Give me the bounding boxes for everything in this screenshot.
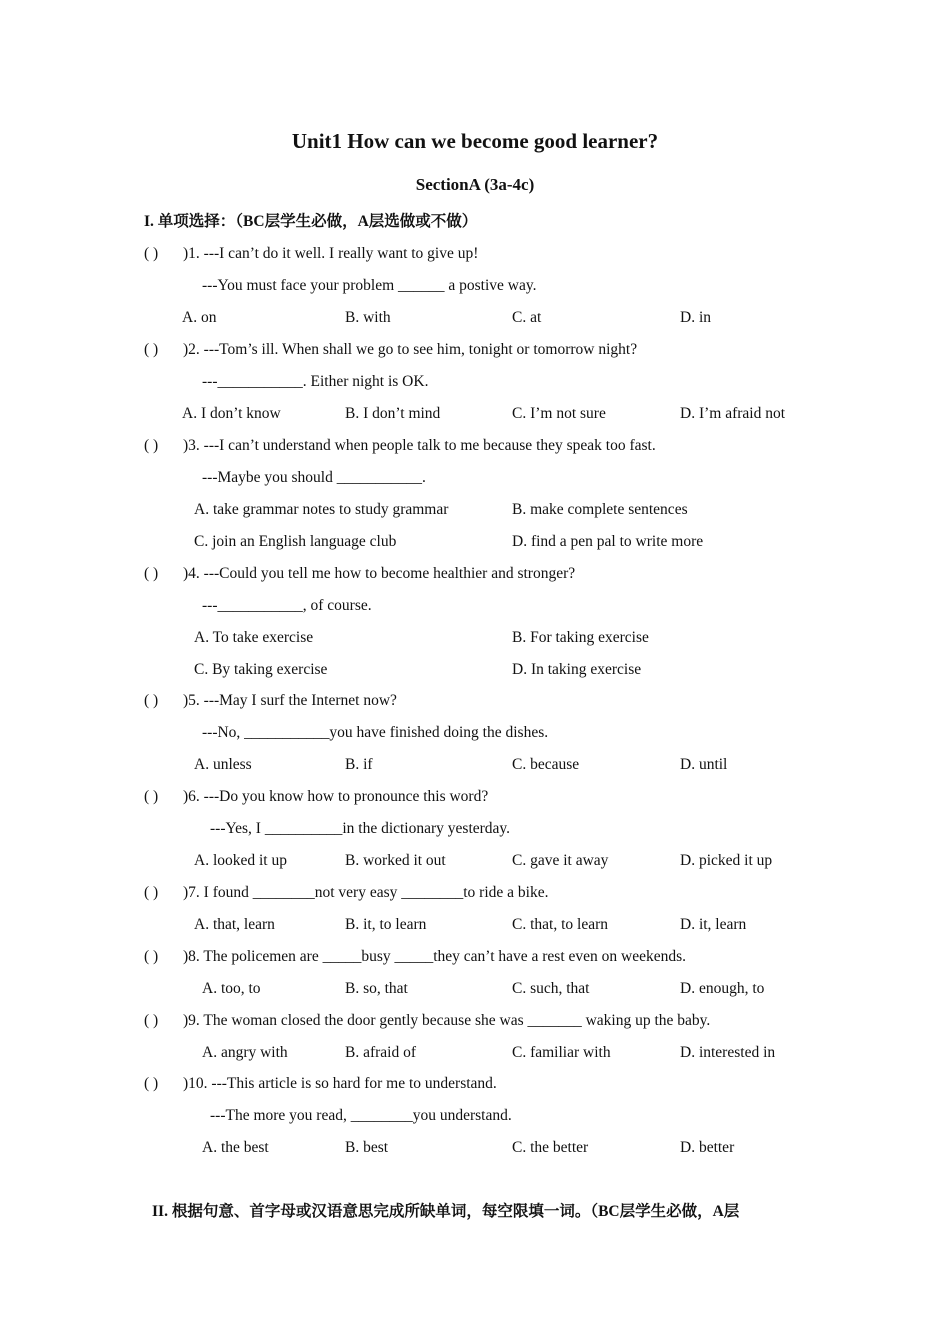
answer-blank[interactable]: ( ) (144, 245, 159, 262)
option-d: D. until (680, 756, 728, 773)
option-d: D. picked it up (680, 852, 773, 869)
option-c: C. By taking exercise (194, 661, 328, 678)
question-response: ---Yes, I __________in the dictionary yesterday. (210, 820, 511, 837)
option-b: B. make complete sentences (512, 501, 688, 518)
option-d: D. better (680, 1139, 735, 1156)
option-c: C. that, to learn (512, 916, 608, 933)
option-a: A. take grammar notes to study grammar (194, 501, 449, 518)
option-c: C. at (512, 309, 542, 326)
option-c: C. because (512, 756, 580, 773)
option-d: D. it, learn (680, 916, 747, 933)
question-stem: )7. I found ________not very easy ________to ride a bike. (183, 884, 549, 901)
question-response: ---Maybe you should ___________. (202, 469, 426, 486)
option-a: A. unless (194, 756, 252, 773)
option-b: B. I don’t mind (345, 405, 441, 422)
page-title: Unit1 How can we become good learner? (291, 129, 659, 153)
option-a: A. looked it up (194, 852, 287, 869)
option-b: B. it, to learn (345, 916, 427, 933)
page-subtitle: SectionA (3a-4c) (415, 175, 535, 194)
option-c: C. the better (512, 1139, 589, 1156)
option-c: C. gave it away (512, 852, 609, 869)
answer-blank[interactable]: ( ) (144, 1075, 159, 1092)
question-stem: )9. The woman closed the door gently because she was _______ waking up the baby. (183, 1012, 711, 1029)
option-c: C. join an English language club (194, 533, 397, 550)
option-c: C. such, that (512, 980, 590, 997)
option-a: A. the best (202, 1139, 269, 1156)
section1-heading: I. 单项选择：（BC层学生必做，A层选做或不做） (144, 213, 478, 230)
option-b: B. worked it out (345, 852, 446, 869)
question-stem: )2. ---Tom’s ill. When shall we go to see him, tonight or tomorrow night? (183, 341, 638, 358)
option-d: D. interested in (680, 1044, 776, 1061)
question-stem: )1. ---I can’t do it well. I really want to give up! (183, 245, 479, 262)
question-response: ---No, ___________you have finished doing the dishes. (202, 724, 549, 741)
option-c: C. I’m not sure (512, 405, 606, 422)
answer-blank[interactable]: ( ) (144, 437, 159, 454)
option-a: A. To take exercise (194, 629, 314, 646)
question-response: ---You must face your problem ______ a postive way. (202, 277, 537, 294)
option-b: B. best (345, 1139, 389, 1156)
option-b: B. so, that (345, 980, 408, 997)
answer-blank[interactable]: ( ) (144, 341, 159, 358)
option-b: B. afraid of (345, 1044, 417, 1061)
option-c: C. familiar with (512, 1044, 611, 1061)
question-stem: )8. The policemen are _____busy _____they can’t have a rest even on weekends. (183, 948, 687, 965)
answer-blank[interactable]: ( ) (144, 692, 159, 709)
question-response: ---___________, of course. (202, 597, 372, 614)
answer-blank[interactable]: ( ) (144, 565, 159, 582)
option-a: A. angry with (202, 1044, 288, 1061)
option-d: D. I’m afraid not (680, 405, 786, 422)
option-d: D. In taking exercise (512, 661, 642, 678)
answer-blank[interactable]: ( ) (144, 788, 159, 805)
question-response: ---The more you read, ________you understand. (210, 1107, 512, 1124)
question-stem: )5. ---May I surf the Internet now? (183, 692, 397, 709)
option-b: B. if (345, 756, 373, 773)
option-a: A. I don’t know (182, 405, 281, 422)
answer-blank[interactable]: ( ) (144, 1012, 159, 1029)
question-stem: )4. ---Could you tell me how to become healthier and stronger? (183, 565, 576, 582)
option-b: B. with (345, 309, 391, 326)
option-a: A. on (182, 309, 217, 326)
question-stem: )10. ---This article is so hard for me to understand. (183, 1075, 497, 1092)
question-response: ---___________. Either night is OK. (202, 373, 429, 390)
option-d: D. find a pen pal to write more (512, 533, 704, 550)
option-a: A. that, learn (194, 916, 275, 933)
option-d: D. enough, to (680, 980, 765, 997)
option-a: A. too, to (202, 980, 261, 997)
section2-heading: II. 根据句意、首字母或汉语意思完成所缺单词，每空限填一词。（BC层学生必做，A层 (152, 1203, 740, 1220)
option-b: B. For taking exercise (512, 629, 649, 646)
question-stem: )3. ---I can’t understand when people talk to me because they speak too fast. (183, 437, 656, 454)
answer-blank[interactable]: ( ) (144, 884, 159, 901)
option-d: D. in (680, 309, 711, 326)
answer-blank[interactable]: ( ) (144, 948, 159, 965)
question-stem: )6. ---Do you know how to pronounce this word? (183, 788, 489, 805)
